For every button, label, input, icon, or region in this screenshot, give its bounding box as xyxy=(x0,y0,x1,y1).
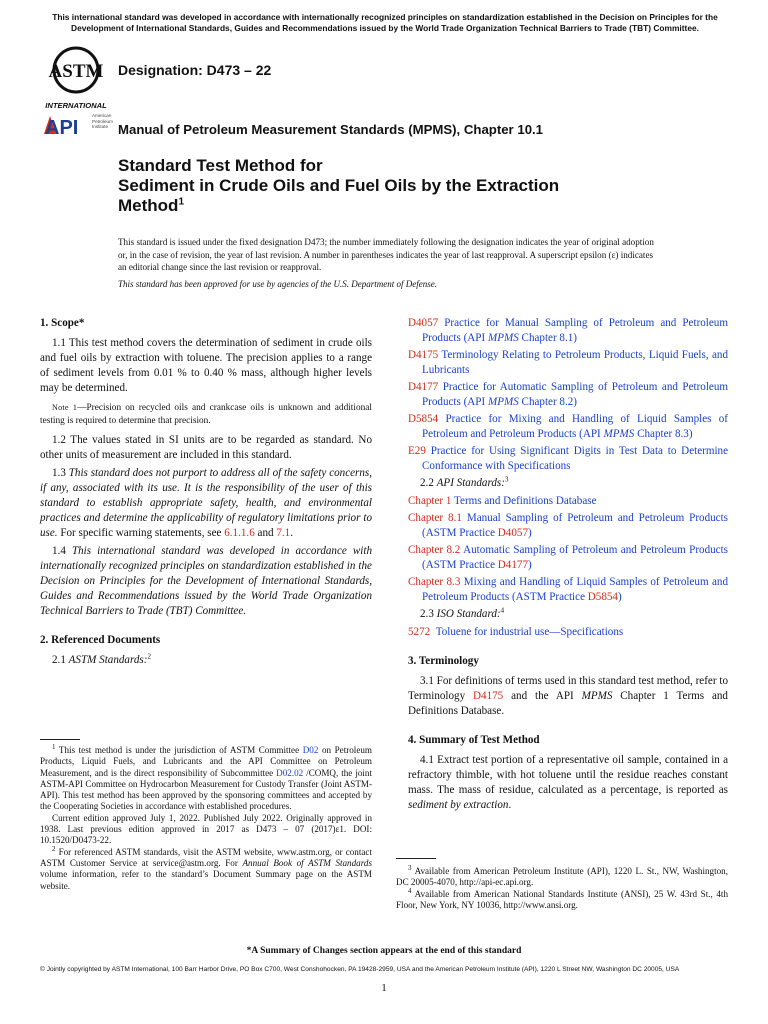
svg-text:API: API xyxy=(45,117,79,138)
title-line-2: Sediment in Crude Oils and Fuel Oils by the Extraction xyxy=(118,176,560,195)
title-line-1: Standard Test Method for xyxy=(118,156,323,175)
reference-code-link[interactable]: E29 xyxy=(408,445,426,457)
iso-title-link[interactable]: Toluene for industrial use—Specifications xyxy=(435,626,624,638)
reference-title-link[interactable]: Practice for Using Significant Digits in Test Data to Determine Conformance with Specifications xyxy=(422,445,728,472)
section-3-1: 3.1 For definitions of terms used in this standard test method, refer to Terminology D4175 and the API MPMS Chapter 1 Terms and Definitions Database. xyxy=(408,675,728,717)
section-2-2: 2.2 API Standards:$^3$ xyxy=(420,475,509,489)
terminology-heading: 3. Terminology xyxy=(408,655,479,667)
astm-reference-item xyxy=(408,348,728,378)
astm-reference-item xyxy=(408,380,728,410)
section-1-4: 1.4 This international standard was developed in accordance with internationally recognized principles on standardization established in the Decision on Principles for the Development of International Standards, Guides and Recommendations issued by the World Trade Organization Technical Barriers to Trade (TBT) Committee. xyxy=(40,545,373,617)
astm-reference-item xyxy=(408,412,728,442)
astm-logo-sub: INTERNATIONAL xyxy=(45,101,107,110)
right-column xyxy=(396,316,728,816)
reference-title-link[interactable]: Practice for Mixing and Handling of Liquid Samples of Petroleum and Petroleum Products (API MPMS Chapter 8.3) xyxy=(422,413,728,440)
link-6-1-1-6[interactable]: 6.1.1.6 xyxy=(224,527,255,539)
footnote-ref-4[interactable]: 4 xyxy=(500,606,505,615)
api-reference-title[interactable]: Terms and Definitions Database xyxy=(454,495,597,507)
astm-reference-item xyxy=(408,316,728,346)
section-1-1: 1.1 This test method covers the determination of sediment in crude oils and fuel oils by extraction with toluene. The precision applies to a range of sediment levels from 0.01 % to 0.40 % mass, although higher levels may be determined. xyxy=(40,337,372,394)
api-reference-item xyxy=(408,494,728,509)
api-reference-item xyxy=(408,543,728,573)
footnote-1: $^1$ This test method is under the jurisdiction of ASTM Committee D02 on Petroleum Products, Liquid Fuels, and Lubricants and the API Committee on Petroleum Measurement, and is the direct responsibility of Subcommittee D02.02 /COMQ, the joint ASTM-API Committee on Hydrocarbon Measurement for Custody Transfer (Joint ASTM-API). This test method has been approved by the sponsoring committees and accepted by the Cooperating Societies in accordance with established procedures. xyxy=(40,742,372,812)
tbt-notice: This international standard was developed in accordance with internationally recognized principles on standardization established in the Decision on Principles for the Development of International Standards, Guides and Recommendations issued by the World Trade Organization Technical Barriers to Trade (TBT) Committee. xyxy=(52,12,718,33)
footnote-ref-2[interactable]: 2 xyxy=(147,652,151,661)
api-reference-title[interactable]: Manual Sampling of Petroleum and Petroleum Products (ASTM Practice D4057) xyxy=(422,512,729,539)
scope-heading: 1. Scope* xyxy=(40,317,85,329)
left-footnote-rule xyxy=(40,739,80,740)
api-logo xyxy=(40,112,120,138)
astm-reference-list xyxy=(408,316,728,474)
dod-approval: This standard has been approved for use by agencies of the U.S. Department of Defense. xyxy=(118,279,438,289)
reference-title-link[interactable]: Terminology Relating to Petroleum Products, Liquid Fuels, and Lubricants xyxy=(422,349,728,376)
link-d4175-term[interactable]: D4175 xyxy=(473,690,504,702)
api-logo-sub: American Petroleum Institute xyxy=(92,113,113,129)
footnote-3: $^3$ Available from American Petroleum Institute (API), 1220 L. St., NW, Washington, DC 20005-4070, http://api-ec.api.org. xyxy=(396,863,728,888)
reference-code-link[interactable]: D4177 xyxy=(408,381,439,393)
reference-title-link[interactable]: Practice for Automatic Sampling of Petroleum and Petroleum Products (API MPMS Chapter 8.2) xyxy=(422,381,728,408)
api-reference-title[interactable]: Automatic Sampling of Petroleum and Petroleum Products (ASTM Practice D4177) xyxy=(422,544,728,571)
link-7-1[interactable]: 7.1 xyxy=(276,527,291,539)
api-reference-title[interactable]: Mixing and Handling of Liquid Samples of Petroleum and Petroleum Products (ASTM Practice D5854) xyxy=(422,576,728,603)
footnote-1-edition: Current edition approved July 1, 2022. Published July 2022. Originally approved in 1938. Last previous edition approved in 2017 as D473 – 07 (2017)ε1. DOI: 10.1520/D0473-22. xyxy=(40,812,372,846)
document-title xyxy=(118,156,559,216)
summary-of-changes-note: *A Summary of Changes section appears at the end of this standard xyxy=(246,946,522,956)
left-column xyxy=(40,316,372,671)
section-1-3-italic: This standard does not purport to address all of the safety concerns, if any, associated with its use. It is the responsibility of the user of this standard to establish appropriate safety, health, and environmental practices and determine the applicability of regulatory limitations prior to use. xyxy=(40,467,373,539)
title-footnote-ref[interactable]: 1 xyxy=(178,196,184,208)
api-chapter-link[interactable]: Chapter 8.3 xyxy=(408,576,461,588)
section-2-1: 2.1 ASTM Standards:$^2$ xyxy=(52,652,151,666)
section-4-1: 4.1 Extract test portion of a representative oil sample, contained in a refractory thimble, with hot toluene until the residue reaches constant mass. The mass of residue, calculated as a percentage, is reported as sediment by extraction. xyxy=(408,754,728,811)
astm-practice-link[interactable]: D4177 xyxy=(497,559,528,571)
mpms-title: Manual of Petroleum Measurement Standards (MPMS), Chapter 10.1 xyxy=(118,122,544,137)
api-chapter-link[interactable]: Chapter 8.2 xyxy=(408,544,461,556)
api-chapter-link[interactable]: Chapter 8.1 xyxy=(408,512,462,524)
astm-reference-item xyxy=(408,444,728,474)
note-label: Note 1 xyxy=(52,403,78,412)
reference-code-link[interactable]: D4057 xyxy=(408,317,439,329)
api-reference-item xyxy=(408,511,728,541)
footnote-ref-3[interactable]: 3 xyxy=(504,475,509,484)
api-logo-mark xyxy=(40,112,90,138)
link-d02[interactable]: D02 xyxy=(302,745,319,755)
reference-code-link[interactable]: D4175 xyxy=(408,349,439,361)
designation: Designation: D473 – 22 xyxy=(118,62,272,78)
astm-practice-link[interactable]: D5854 xyxy=(587,591,618,603)
svg-text:ASTM: ASTM xyxy=(48,61,104,82)
reference-title-link[interactable]: Practice for Manual Sampling of Petroleum and Petroleum Products (API MPMS Chapter 8.1) xyxy=(422,317,728,344)
refdocs-heading: 2. Referenced Documents xyxy=(40,634,161,646)
note-text: —Precision on recycled oils and crankcase oils is unknown and additional testing is required to determine that precision. xyxy=(40,403,372,426)
iso-reference xyxy=(408,625,728,640)
copyright: © Jointly copyrighted by ASTM International, 100 Barr Harbor Drive, PO Box C700, West Conshohocken, PA 19428-2959, USA and the American Petroleum Institute (API), 1220 L Street NW, Washington DC 20005, USA xyxy=(40,966,680,973)
left-footnotes xyxy=(40,742,372,892)
api-reference-list xyxy=(408,494,728,605)
iso-code-link[interactable]: 5272 xyxy=(408,626,431,638)
astm-logo-mark xyxy=(40,46,112,96)
standard-intro: This standard is issued under the fixed designation D473; the number immediately following the designation indicates the year of original adoption or, in the case of revision, the year of last revision. A number in parentheses indicates the year of last reapproval. A superscript epsilon (ε) indicates an editorial change since the last revision or reapproval. xyxy=(118,237,654,272)
reference-code-link[interactable]: D5854 xyxy=(408,413,439,425)
astm-practice-link[interactable]: D4057 xyxy=(497,527,528,539)
note-1 xyxy=(40,402,372,427)
section-1-3: 1.3 This standard does not purport to address all of the safety concerns, if any, associated with its use. It is the responsibility of the user of this standard to establish appropriate safety, health, and environmental practices and determine the applicability of regulatory limitations prior to use. For specific warning statements, see 6.1.1.6 and 7.1. xyxy=(40,467,373,539)
footnote-2: $^2$ For referenced ASTM standards, visit the ASTM website, www.astm.org, or contact ASTM Customer Service at service@astm.org. For Annual Book of ASTM Standards volume information, refer to the standard’s Document Summary page on the ASTM website. xyxy=(40,844,372,891)
section-1-2: 1.2 The values stated in SI units are to be regarded as standard. No other units of measurement are included in this standard. xyxy=(40,434,372,461)
footnote-4: $^4$ Available from American National Standards Institute (ANSI), 25 W. 43rd St., 4th Floor, New York, NY 10036, http://www.ansi.org. xyxy=(396,886,729,910)
api-chapter-link[interactable]: Chapter 1 xyxy=(408,495,452,507)
astm-logo xyxy=(40,46,112,110)
title-line-3: Method$^1$ xyxy=(118,196,184,215)
right-footnotes xyxy=(396,863,729,911)
summary-heading: 4. Summary of Test Method xyxy=(408,734,540,746)
section-1-4-italic: This international standard was developed in accordance with internationally recognized principles on standardization established in the Decision on Principles for the Development of International Standards, Guides and Recommendations issued by the World Trade Organization Technical Barriers to Trade (TBT) Committee. xyxy=(40,545,373,617)
right-footnote-rule xyxy=(396,858,436,859)
api-reference-item xyxy=(408,575,728,605)
page-number: 1 xyxy=(381,982,387,994)
link-d02-02[interactable]: D02.02 xyxy=(276,767,304,778)
section-2-3: 2.3 ISO Standard:$^4$ xyxy=(420,606,505,620)
